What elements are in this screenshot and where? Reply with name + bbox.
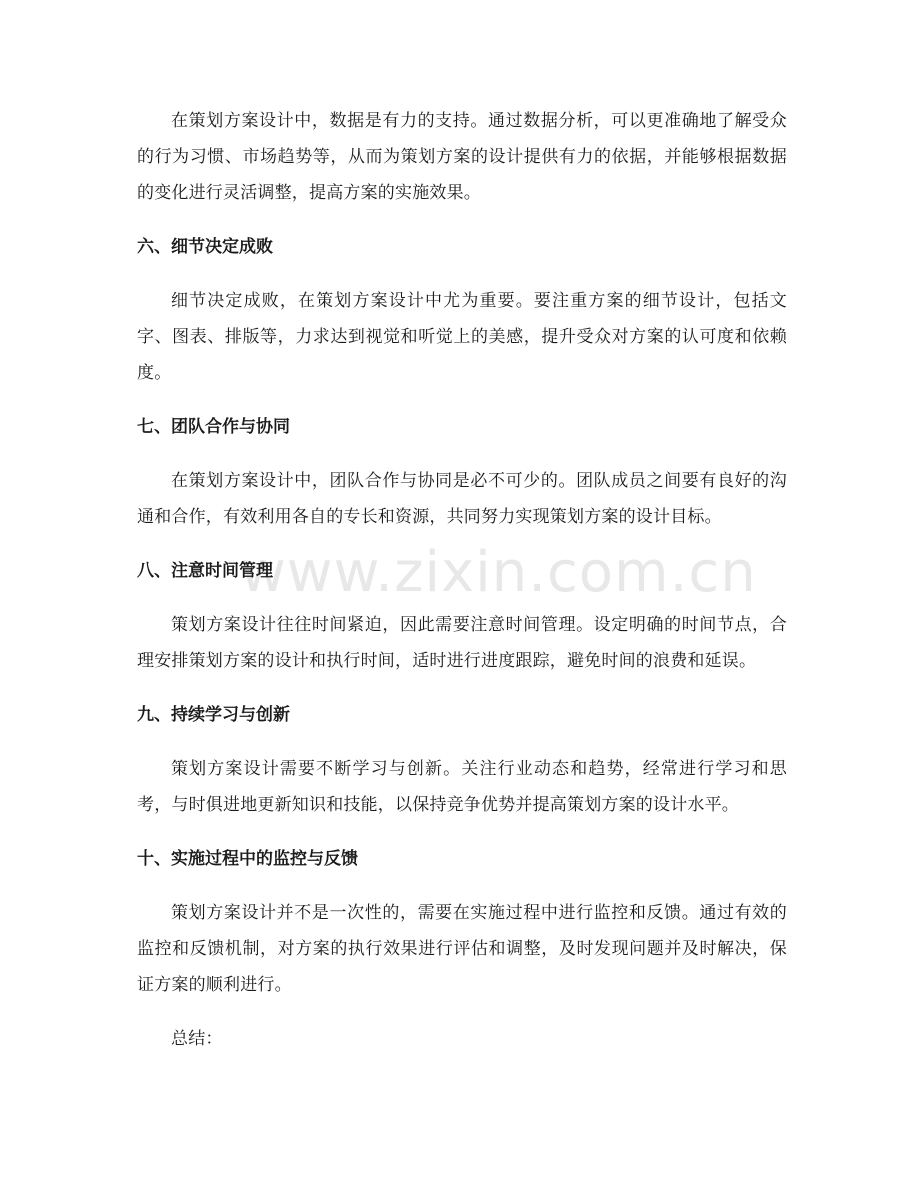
section-8-heading: 八、注意时间管理 [137, 561, 273, 581]
document-body [137, 103, 787, 1075]
section-9-paragraph: 策划方案设计需要不断学习与创新。关注行业动态和趋势，经常进行学习和思考，与时俱进地更新知识和技能，以保持竞争优势并提高策划方案的设计水平。 [137, 759, 787, 815]
watermark: www.zixin.com.cn [240, 540, 757, 605]
intro-paragraph: 在策划方案设计中，数据是有力的支持。通过数据分析，可以更准确地了解受众的行为习惯、市场趋势等，从而为策划方案的设计提供有力的依据，并能够根据数据的变化进行灵活调整，提高方案的实施效果。 [137, 111, 787, 203]
section-6-paragraph: 细节决定成败，在策划方案设计中尤为重要。要注重方案的细节设计，包括文字、图表、排版等，力求达到视觉和听觉上的美感，提升受众对方案的认可度和依赖度。 [137, 291, 787, 383]
section-10-heading: 十、实施过程中的监控与反馈 [137, 849, 358, 869]
section-8-paragraph: 策划方案设计往往时间紧迫，因此需要注意时间管理。设定明确的时间节点，合理安排策划方案的设计和执行时间，适时进行进度跟踪，避免时间的浪费和延误。 [137, 615, 787, 671]
section-7-heading: 七、团队合作与协同 [137, 417, 290, 437]
section-7-paragraph: 在策划方案设计中，团队合作与协同是必不可少的。团队成员之间要有良好的沟通和合作，有效利用各自的专长和资源，共同努力实现策划方案的设计目标。 [137, 471, 787, 527]
section-6-heading: 六、细节决定成败 [137, 237, 273, 257]
section-9-heading: 九、持续学习与创新 [137, 705, 290, 725]
section-10-paragraph: 策划方案设计并不是一次性的，需要在实施过程中进行监控和反馈。通过有效的监控和反馈机制，对方案的执行效果进行评估和调整，及时发现问题并及时解决，保证方案的顺利进行。 [137, 903, 787, 995]
summary-label: 总结： [171, 1029, 223, 1049]
